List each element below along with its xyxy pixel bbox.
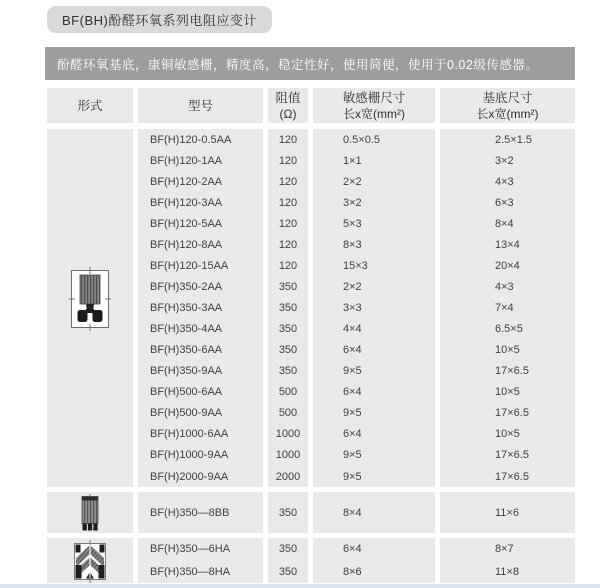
single-linear-gauge-icon xyxy=(69,266,111,332)
model-cell: BF(H)350—8HA xyxy=(150,565,231,578)
model-cell: BF(H)350-3AA xyxy=(150,302,223,315)
resistance-cell: 350 xyxy=(278,506,298,519)
base-size-cell: 4×3 xyxy=(495,280,514,293)
model-cell: BF(H)120-0.5AA xyxy=(150,133,232,146)
description-text: 酚醛环氧基底，康铜敏感栅，精度高，稳定性好，使用简便，使用于0.02级传感器。 xyxy=(57,57,539,72)
model-cell: BF(H)350—6HA xyxy=(150,543,231,556)
base-size-cell: 10×5 xyxy=(495,386,520,399)
resistance-cell: 350 xyxy=(278,344,298,357)
base-size-cell: 8×4 xyxy=(495,217,514,230)
model-cell: BF(H)1000-6AA xyxy=(150,428,229,441)
form-cell-ha xyxy=(47,538,133,583)
grid-size-cell: 4×4 xyxy=(343,323,362,336)
model-cell: BF(H)120-2AA xyxy=(150,175,223,188)
resistance-column xyxy=(268,492,308,533)
resistance-cell: 120 xyxy=(278,217,298,230)
resistance-cell: 350 xyxy=(278,280,298,293)
resistance-cell: 1000 xyxy=(275,449,301,462)
base-size-cell: 17×6.5 xyxy=(495,449,529,462)
base-size-cell: 6×3 xyxy=(495,196,514,209)
resistance-cell: 500 xyxy=(278,407,298,420)
table-section-aa xyxy=(47,129,575,487)
header-resistance: 阻值 (Ω) xyxy=(268,88,308,123)
grid-size-cell: 9×5 xyxy=(343,407,362,420)
grid-size-cell: 6×4 xyxy=(343,428,362,441)
header-base-size: 基底尺寸 长x宽(mm²) xyxy=(440,88,575,123)
grid-size-cell: 3×3 xyxy=(343,302,362,315)
model-cell: BF(H)350-6AA xyxy=(150,344,223,357)
base-size-cell: 10×5 xyxy=(495,344,520,357)
grid-size-cell: 6×4 xyxy=(343,386,362,399)
description-bar xyxy=(45,47,575,80)
grid-size-column xyxy=(313,129,435,487)
model-cell: BF(H)2000-9AA xyxy=(150,470,229,483)
grid-size-cell: 2×2 xyxy=(343,175,362,188)
grid-size-column xyxy=(313,538,435,583)
page-title xyxy=(47,6,272,33)
resistance-cell: 1000 xyxy=(275,428,301,441)
resistance-cell: 120 xyxy=(278,133,298,146)
shear-herringbone-gauge-icon xyxy=(71,539,109,583)
model-cell: BF(H)120-15AA xyxy=(150,259,229,272)
resistance-cell: 350 xyxy=(278,302,298,315)
base-size-cell: 10×5 xyxy=(495,428,520,441)
grid-size-cell: 1×1 xyxy=(343,154,362,167)
model-cell: BF(H)500-9AA xyxy=(150,407,223,420)
base-size-cell: 4×3 xyxy=(495,175,514,188)
resistance-column xyxy=(268,129,308,487)
resistance-cell: 2000 xyxy=(275,470,301,483)
grid-size-column xyxy=(313,492,435,533)
grid-size-cell: 15×3 xyxy=(343,259,368,272)
base-size-cell: 7×4 xyxy=(495,302,514,315)
resistance-cell: 350 xyxy=(278,365,298,378)
grid-size-cell: 9×5 xyxy=(343,470,362,483)
form-cell-aa xyxy=(47,129,133,487)
model-cell: BF(H)350-9AA xyxy=(150,365,223,378)
model-cell: BF(H)500-6AA xyxy=(150,386,223,399)
resistance-cell: 120 xyxy=(278,154,298,167)
base-size-cell: 8×7 xyxy=(495,543,514,556)
model-cell: BF(H)350-2AA xyxy=(150,280,223,293)
base-size-column xyxy=(440,492,575,533)
table-section-ha xyxy=(47,538,575,583)
base-size-column xyxy=(440,129,575,487)
grid-size-cell: 6×4 xyxy=(343,543,362,556)
resistance-column xyxy=(268,538,308,583)
grid-size-cell: 9×5 xyxy=(343,365,362,378)
base-size-cell: 11×6 xyxy=(495,506,519,519)
page-title-text: BF(BH)酚醛环氧系列电阻应变计 xyxy=(62,13,257,28)
header-model: 型号 xyxy=(138,88,263,123)
base-size-cell: 13×4 xyxy=(495,238,520,251)
base-size-cell: 17×6.5 xyxy=(495,470,529,483)
base-size-cell: 17×6.5 xyxy=(495,365,529,378)
model-cell: BF(H)1000-9AA xyxy=(150,449,229,462)
grid-size-cell: 8×6 xyxy=(343,565,362,578)
model-cell: BF(H)350-4AA xyxy=(150,323,223,336)
model-cell: BF(H)120-8AA xyxy=(150,238,223,251)
grid-size-cell: 5×3 xyxy=(343,217,362,230)
model-column xyxy=(138,492,263,533)
resistance-cell: 120 xyxy=(278,175,298,188)
resistance-cell: 500 xyxy=(278,386,298,399)
page-bottom-edge xyxy=(0,584,600,588)
model-cell: BF(H)350—8BB xyxy=(150,506,230,519)
grid-size-cell: 3×2 xyxy=(343,196,362,209)
resistance-cell: 120 xyxy=(278,238,298,251)
header-form: 形式 xyxy=(47,88,133,123)
model-cell: BF(H)120-3AA xyxy=(150,196,223,209)
base-size-column xyxy=(440,538,575,583)
base-size-cell: 6.5×5 xyxy=(495,323,523,336)
model-column xyxy=(138,129,263,487)
half-bridge-gauge-icon xyxy=(78,494,102,532)
base-size-cell: 17×6.5 xyxy=(495,407,529,420)
resistance-cell: 120 xyxy=(278,196,298,209)
grid-size-cell: 0.5×0.5 xyxy=(343,133,381,146)
base-size-cell: 20×4 xyxy=(495,259,520,272)
table-section-bb xyxy=(47,492,575,533)
base-size-cell: 3×2 xyxy=(495,154,514,167)
model-cell: BF(H)120-5AA xyxy=(150,217,223,230)
model-cell: BF(H)120-1AA xyxy=(150,154,223,167)
form-cell-bb xyxy=(47,492,133,533)
base-size-cell: 11×8 xyxy=(495,565,519,578)
grid-size-cell: 6×4 xyxy=(343,344,362,357)
base-size-cell: 2.5×1.5 xyxy=(495,133,533,146)
resistance-cell: 350 xyxy=(278,543,298,556)
table-header-row xyxy=(47,88,575,123)
grid-size-cell: 9×5 xyxy=(343,449,362,462)
resistance-cell: 350 xyxy=(278,565,298,578)
model-column xyxy=(138,538,263,583)
grid-size-cell: 8×4 xyxy=(343,506,362,519)
grid-size-cell: 2×2 xyxy=(343,280,362,293)
grid-size-cell: 8×3 xyxy=(343,238,362,251)
header-grid-size: 敏感栅尺寸 长x宽(mm²) xyxy=(313,88,435,123)
resistance-cell: 120 xyxy=(278,259,298,272)
resistance-cell: 350 xyxy=(278,323,298,336)
